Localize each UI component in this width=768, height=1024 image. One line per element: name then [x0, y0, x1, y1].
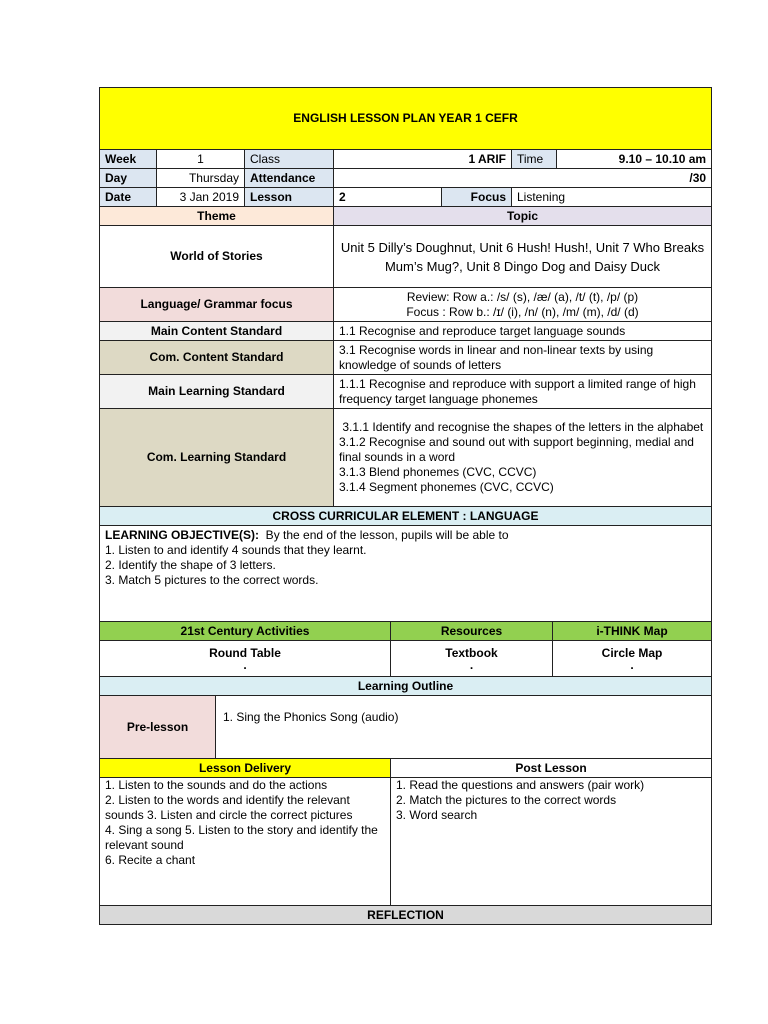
activities-label: 21st Century Activities [100, 622, 391, 641]
objective-item: 2. Identify the shape of 3 letters. [105, 558, 276, 572]
class-value: 1 ARIF [334, 150, 512, 169]
learning-outline-header: Learning Outline [100, 677, 712, 696]
lesson-value: 2 [334, 188, 442, 207]
week-value: 1 [157, 150, 245, 169]
resources-value: Textbook . [391, 641, 553, 677]
attendance-label: Attendance [245, 169, 334, 188]
topic-value: Unit 5 Dilly’s Doughnut, Unit 6 Hush! Hush!, Unit 7 Who Breaks Mum’s Mug?, Unit 8 Dingo Dog and Daisy Duck [334, 226, 712, 288]
grammar-label: Language/ Grammar focus [100, 288, 334, 322]
learning-objectives [100, 526, 712, 622]
objective-item: 3. Match 5 pictures to the correct words. [105, 573, 319, 587]
com-content-standard-label: Com. Content Standard [100, 341, 334, 375]
pre-lesson-value: 1. Sing the Phonics Song (audio) [216, 696, 712, 759]
main-content-standard-value: 1.1 Recognise and reproduce target language sounds [334, 322, 712, 341]
cls-item: 3.1.4 Segment phonemes (CVC, CCVC) [339, 480, 554, 494]
activities-value: Round Table . [100, 641, 391, 677]
delivery-item: 2. Listen to the words and identify the relevant sounds 3. Listen and circle the correct pictures [105, 793, 353, 822]
reflection-header: REFLECTION [100, 906, 712, 925]
cross-curricular-header: CROSS CURRICULAR ELEMENT : LANGUAGE [100, 507, 712, 526]
objectives-heading: LEARNING OBJECTIVE(S): [105, 528, 260, 542]
pre-lesson-label: Pre-lesson [100, 696, 216, 759]
delivery-item: 1. Listen to the sounds and do the actions [105, 778, 328, 792]
cls-item: 3.1.1 Identify and recognise the shapes of the letters in the alphabet [339, 420, 704, 434]
lesson-delivery-list [100, 778, 391, 906]
com-content-standard-value: 3.1 Recognise words in linear and non-linear texts by using knowledge of sounds of letters [334, 341, 712, 375]
outline-table [99, 676, 712, 759]
day-value: Thursday [157, 169, 245, 188]
cls-item: 3.1.2 Recognise and sound out with support beginning, medial and final sounds in a word [339, 435, 694, 464]
grammar-review: Review: Row a.: /s/ (s), /æ/ (a), /t/ (t), /p/ (p) [406, 289, 639, 304]
grammar-value [334, 288, 712, 322]
lesson-label: Lesson [245, 188, 334, 207]
post-item: 2. Match the pictures to the correct words [396, 793, 617, 807]
resources-label: Resources [391, 622, 553, 641]
delivery-table [99, 758, 712, 925]
com-learning-standard-label: Com. Learning Standard [100, 409, 334, 507]
post-lesson-label: Post Lesson [391, 759, 712, 778]
week-label: Week [100, 150, 157, 169]
theme-value: World of Stories [100, 226, 334, 288]
objectives-intro: By the end of the lesson, pupils will be able to [259, 528, 509, 542]
time-value: 9.10 – 10.10 am [557, 150, 712, 169]
cls-item: 3.1.3 Blend phonemes (CVC, CCVC) [339, 465, 537, 479]
main-learning-standard-label: Main Learning Standard [100, 375, 334, 409]
delivery-item: 6. Recite a chant [105, 853, 196, 867]
topic-label: Topic [334, 207, 712, 226]
day-label: Day [100, 169, 157, 188]
focus-value: Listening [512, 188, 712, 207]
page-title: ENGLISH LESSON PLAN YEAR 1 CEFR [100, 88, 712, 150]
grammar-focus: Focus : Row b.: /ɪ/ (i), /n/ (n), /m/ (m), /d/ (d) [406, 304, 639, 319]
ithink-value: Circle Map . [553, 641, 712, 677]
lesson-delivery-label: Lesson Delivery [100, 759, 391, 778]
main-content-standard-label: Main Content Standard [100, 322, 334, 341]
objective-item: 1. Listen to and identify 4 sounds that they learnt. [105, 543, 367, 557]
activities-table [99, 621, 712, 677]
post-lesson-list [391, 778, 712, 906]
class-label: Class [245, 150, 334, 169]
com-learning-standard-value [334, 409, 712, 507]
date-value: 3 Jan 2019 [157, 188, 245, 207]
ithink-label: i-THINK Map [553, 622, 712, 641]
focus-label: Focus [442, 188, 512, 207]
theme-label: Theme [100, 207, 334, 226]
lesson-plan-document [99, 87, 711, 925]
main-learning-standard-value: 1.1.1 Recognise and reproduce with support a limited range of high frequency target language phonemes [334, 375, 712, 409]
delivery-item: 4. Sing a song 5. Listen to the story and identify the relevant sound [105, 823, 378, 852]
time-label: Time [512, 150, 557, 169]
post-item: 3. Word search [396, 808, 478, 822]
header-table [99, 87, 712, 207]
post-item: 1. Read the questions and answers (pair work) [396, 778, 645, 792]
standards-table [99, 206, 712, 622]
date-label: Date [100, 188, 157, 207]
attendance-value: /30 [334, 169, 712, 188]
